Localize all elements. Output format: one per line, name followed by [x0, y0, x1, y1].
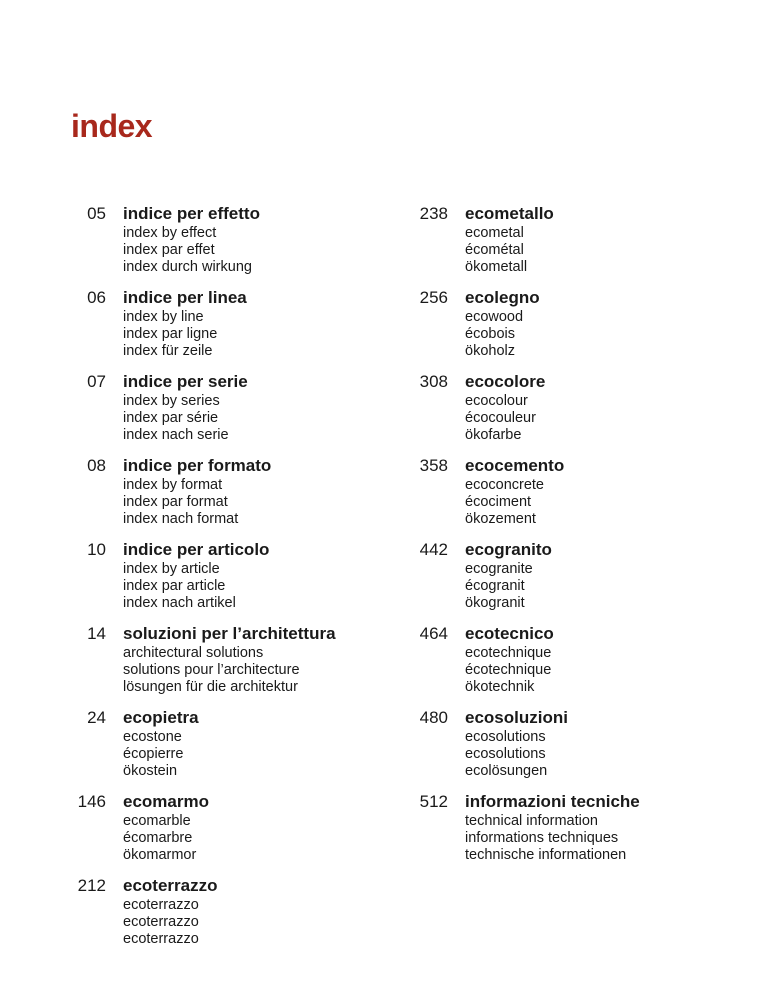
entry-translation: ecoterrazzo	[123, 897, 199, 913]
entry-texts	[123, 875, 413, 947]
entry-title: informazioni tecniche	[465, 792, 640, 811]
entry-translation: index für zeile	[123, 342, 213, 359]
entry-translation: technical information	[465, 813, 598, 829]
entry-translation: ökofarbe	[465, 426, 522, 443]
page-number: 10	[87, 540, 106, 559]
index-entry[interactable]	[392, 455, 752, 539]
entry-translation: ecosolutions	[465, 729, 546, 745]
entry-translation: index by line	[123, 309, 204, 325]
entry-translation: index par ligne	[123, 325, 218, 342]
entry-texts	[123, 455, 413, 527]
entry-texts	[465, 539, 755, 611]
entry-texts	[123, 203, 413, 275]
page-number: 512	[419, 792, 448, 811]
entry-texts	[465, 623, 755, 695]
entry-translation: ökostein	[123, 762, 178, 779]
entry-translation: index par effet	[123, 241, 215, 258]
entry-texts	[465, 371, 755, 443]
entry-translation: ecomarble	[123, 813, 191, 829]
index-entry[interactable]	[50, 707, 410, 791]
entry-translation: ecosolutions	[465, 745, 546, 762]
entry-translation: index nach format	[123, 510, 239, 527]
entry-translation: index nach serie	[123, 426, 229, 443]
entry-translation: lösungen für die architektur	[123, 678, 298, 695]
entry-translation: ecostone	[123, 729, 182, 745]
page-number: 06	[87, 288, 106, 307]
entry-translation: ecoterrazzo	[123, 930, 199, 947]
index-entry[interactable]	[392, 791, 752, 875]
index-entry[interactable]	[50, 875, 410, 959]
entry-translation: index by format	[123, 477, 223, 493]
entry-translation: ecocolour	[465, 393, 528, 409]
entry-translation: ecoconcrete	[465, 477, 544, 493]
index-entry[interactable]	[50, 791, 410, 875]
entry-translation: informations techniques	[465, 829, 619, 846]
page-number: 08	[87, 456, 106, 475]
entry-translation: ecoterrazzo	[123, 913, 199, 930]
entry-translation: index by effect	[123, 225, 217, 241]
entry-translation: architectural solutions	[123, 645, 264, 661]
entry-translation: écotechnique	[465, 661, 552, 678]
entry-translation: ökomarmor	[123, 846, 197, 863]
page-number: 146	[77, 792, 106, 811]
entry-translation: écomarbre	[123, 829, 193, 846]
entry-title: indice per linea	[123, 288, 247, 307]
page-number: 256	[419, 288, 448, 307]
entry-texts	[465, 455, 755, 527]
entry-texts	[123, 707, 413, 779]
entry-texts	[123, 287, 413, 359]
page-number: 442	[419, 540, 448, 559]
index-entry[interactable]	[392, 371, 752, 455]
entry-title: indice per formato	[123, 456, 272, 475]
page-number: 14	[87, 624, 106, 643]
entry-translation: ökotechnik	[465, 678, 535, 695]
index-entry[interactable]	[50, 371, 410, 455]
entry-title: ecotecnico	[465, 624, 554, 643]
entry-translation: écobois	[465, 325, 515, 342]
page-number: 358	[419, 456, 448, 475]
entry-translation: écométal	[465, 241, 524, 258]
entry-title: indice per articolo	[123, 540, 270, 559]
index-entry[interactable]	[50, 539, 410, 623]
entry-texts	[123, 539, 413, 611]
page-title: index	[71, 108, 153, 144]
page-number: 24	[87, 708, 106, 727]
page-number: 212	[77, 876, 106, 895]
page-number: 480	[419, 708, 448, 727]
index-entry[interactable]	[392, 707, 752, 791]
entry-title: ecopietra	[123, 708, 199, 727]
page-number: 308	[419, 372, 448, 391]
index-entry[interactable]	[50, 455, 410, 539]
entry-translation: écogranit	[465, 577, 525, 594]
index-entry[interactable]	[50, 203, 410, 287]
entry-texts	[123, 623, 413, 695]
entry-title: indice per effetto	[123, 204, 260, 223]
entry-translation: index durch wirkung	[123, 258, 252, 275]
entry-title: ecometallo	[465, 204, 554, 223]
entry-translation: index par article	[123, 577, 226, 594]
entry-translation: ecometal	[465, 225, 524, 241]
entry-translation: écociment	[465, 493, 532, 510]
entry-texts	[123, 791, 413, 863]
entry-title: ecogranito	[465, 540, 552, 559]
entry-texts	[465, 203, 755, 275]
entry-translation: ökozement	[465, 510, 536, 527]
entry-translation: technische informationen	[465, 846, 627, 863]
entry-texts	[465, 707, 755, 779]
entry-translation: ökogranit	[465, 594, 525, 611]
entry-title: indice per serie	[123, 372, 248, 391]
index-entry[interactable]	[392, 539, 752, 623]
index-entry[interactable]	[392, 623, 752, 707]
index-entry[interactable]	[392, 287, 752, 371]
entry-title: soluzioni per l’architettura	[123, 624, 336, 643]
page-number: 07	[87, 372, 106, 391]
entry-translation: ökoholz	[465, 342, 515, 359]
entry-translation: index par série	[123, 409, 219, 426]
page-number: 238	[419, 204, 448, 223]
entry-title: ecosoluzioni	[465, 708, 568, 727]
entry-title: ecoterrazzo	[123, 876, 218, 895]
entry-translation: ecogranite	[465, 561, 533, 577]
entry-translation: ecotechnique	[465, 645, 552, 661]
entry-translation: solutions pour l’architecture	[123, 661, 300, 678]
entry-translation: index by article	[123, 561, 220, 577]
entry-translation: ecowood	[465, 309, 524, 325]
entry-title: ecomarmo	[123, 792, 209, 811]
entry-translation: ecolösungen	[465, 762, 548, 779]
entry-translation: ökometall	[465, 258, 528, 275]
page-number: 05	[87, 204, 106, 223]
index-entry[interactable]	[50, 287, 410, 371]
index-entry[interactable]	[50, 623, 410, 707]
index-column-left	[50, 203, 410, 959]
index-entry[interactable]	[392, 203, 752, 287]
entry-title: ecolegno	[465, 288, 540, 307]
entry-texts	[465, 791, 755, 863]
entry-texts	[465, 287, 755, 359]
entry-translation: index by series	[123, 393, 220, 409]
entry-translation: écocouleur	[465, 409, 536, 426]
entry-title: ecocolore	[465, 372, 546, 391]
entry-translation: index par format	[123, 493, 228, 510]
index-column-right	[392, 203, 752, 875]
entry-translation: écopierre	[123, 745, 184, 762]
entry-texts	[123, 371, 413, 443]
entry-translation: index nach artikel	[123, 594, 236, 611]
entry-title: ecocemento	[465, 456, 565, 475]
page-number: 464	[419, 624, 448, 643]
